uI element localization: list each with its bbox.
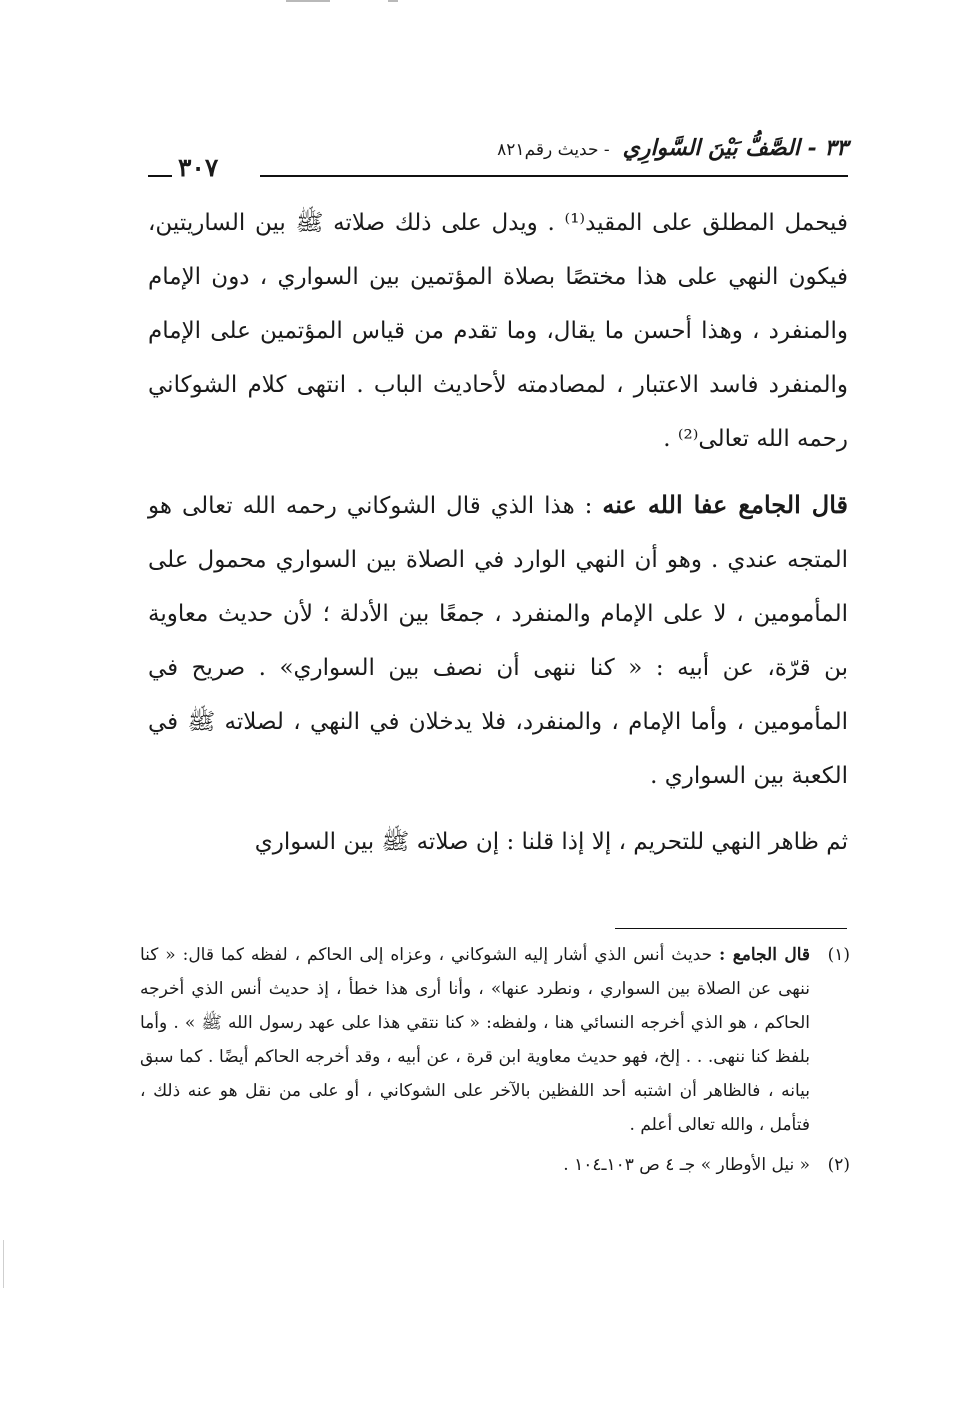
scan-marks bbox=[280, 0, 440, 8]
footnote-text bbox=[140, 1148, 810, 1182]
footnote bbox=[140, 1148, 850, 1182]
footnote-body: « نيل الأوطار » جـ ٤ ص ١٠٣ـ١٠٤ . bbox=[563, 1155, 810, 1175]
chapter-title: ٣٣ - الصَّفُّ بَيْنَ السَّوارِي bbox=[622, 135, 848, 161]
header-rule bbox=[260, 175, 848, 177]
footnote-lead: قال الجامع : bbox=[719, 945, 811, 965]
hadith-reference: - حديث رقم٨٢١ bbox=[497, 140, 610, 160]
footnote-number: (١) bbox=[827, 945, 850, 965]
scan-edge-mark bbox=[3, 1240, 4, 1288]
footnote-text bbox=[140, 938, 810, 1142]
main-text bbox=[148, 196, 848, 869]
footnote bbox=[140, 938, 850, 1142]
paragraph-2-text: : هذا الذي قال الشوكاني رحمه الله تعالى هو المتجه عندي . وهو أن النهي الوارد في الصلاة بين السواري محمول على المأمومين ، لا على الإمام والمنفرد ، جمعًا بين الأدلة ؛ لأن حديث معاوية بن قرّة، عن أبيه : « كنا ننهى أن نصف بين السواري» . صريح في المأمومين ، وأما الإمام ، والمنفرد، فلا يدخلان في النهي ، لصلاته ﷺ في الكعبة بين السواري . bbox=[148, 493, 848, 789]
page-number: ٣٠٧ bbox=[178, 153, 219, 182]
footnote-number: (٢) bbox=[827, 1155, 850, 1175]
paragraph-3: ثم ظاهر النهي للتحريم ، إلا إذا قلنا : إن صلاته ﷺ بين السواري bbox=[254, 829, 848, 855]
paragraph-1: فيحمل المطلق على المقيد⁽¹⁾ . ويدل على ذلك صلاته ﷺ بين الساريتين، فيكون النهي على هذا مختصًا بصلاة المؤتمين بين السواري ، دون الإمام والمنفرد ، وهذا أحسن ما يقال، وما تقدم من قياس المؤتمين على الإمام والمنفرد فاسد الاعتبار ، لمصادمته لأحاديث الباب . انتهى كلام الشوكاني رحمه الله تعالى⁽²⁾ . bbox=[148, 210, 848, 452]
running-head bbox=[497, 135, 848, 161]
footnote-body: حديث أنس الذي أشار إليه الشوكاني ، وعزاه إلى الحاكم ، لفظه كما قال: « كنا ننهى عن الصلاة بين السواري ، ونطرد عنها» ، وأنا أرى هذا خطأ ، إذ حديث أنس الذي أخرجه الحاكم ، هو الذي أخرجه النسائي هنا ، ولفظه: « كنا نتقي هذا على عهد رسول الله ﷺ » . وأما بلفظ كنا ننهى. . . إلخ، فهو حديث معاوية ابن قرة ، عن أبيه ، وقد أخرجه الحاكم أيضًا . كما سبق بيانه ، فالظاهر أن اشتبه أحد اللفظين بالآخر على الشوكاني ، أو على من نقل هو عنه ذلك ، فتأمل ، والله تعالى أعلم . bbox=[140, 945, 810, 1135]
header-rule-short bbox=[148, 175, 172, 177]
paragraph-2 bbox=[148, 478, 848, 803]
footnotes bbox=[140, 938, 850, 1182]
footnote-separator bbox=[615, 928, 847, 929]
paragraph-2-lead: قال الجامع عفا الله عنه bbox=[602, 490, 848, 519]
page-header bbox=[148, 133, 848, 193]
